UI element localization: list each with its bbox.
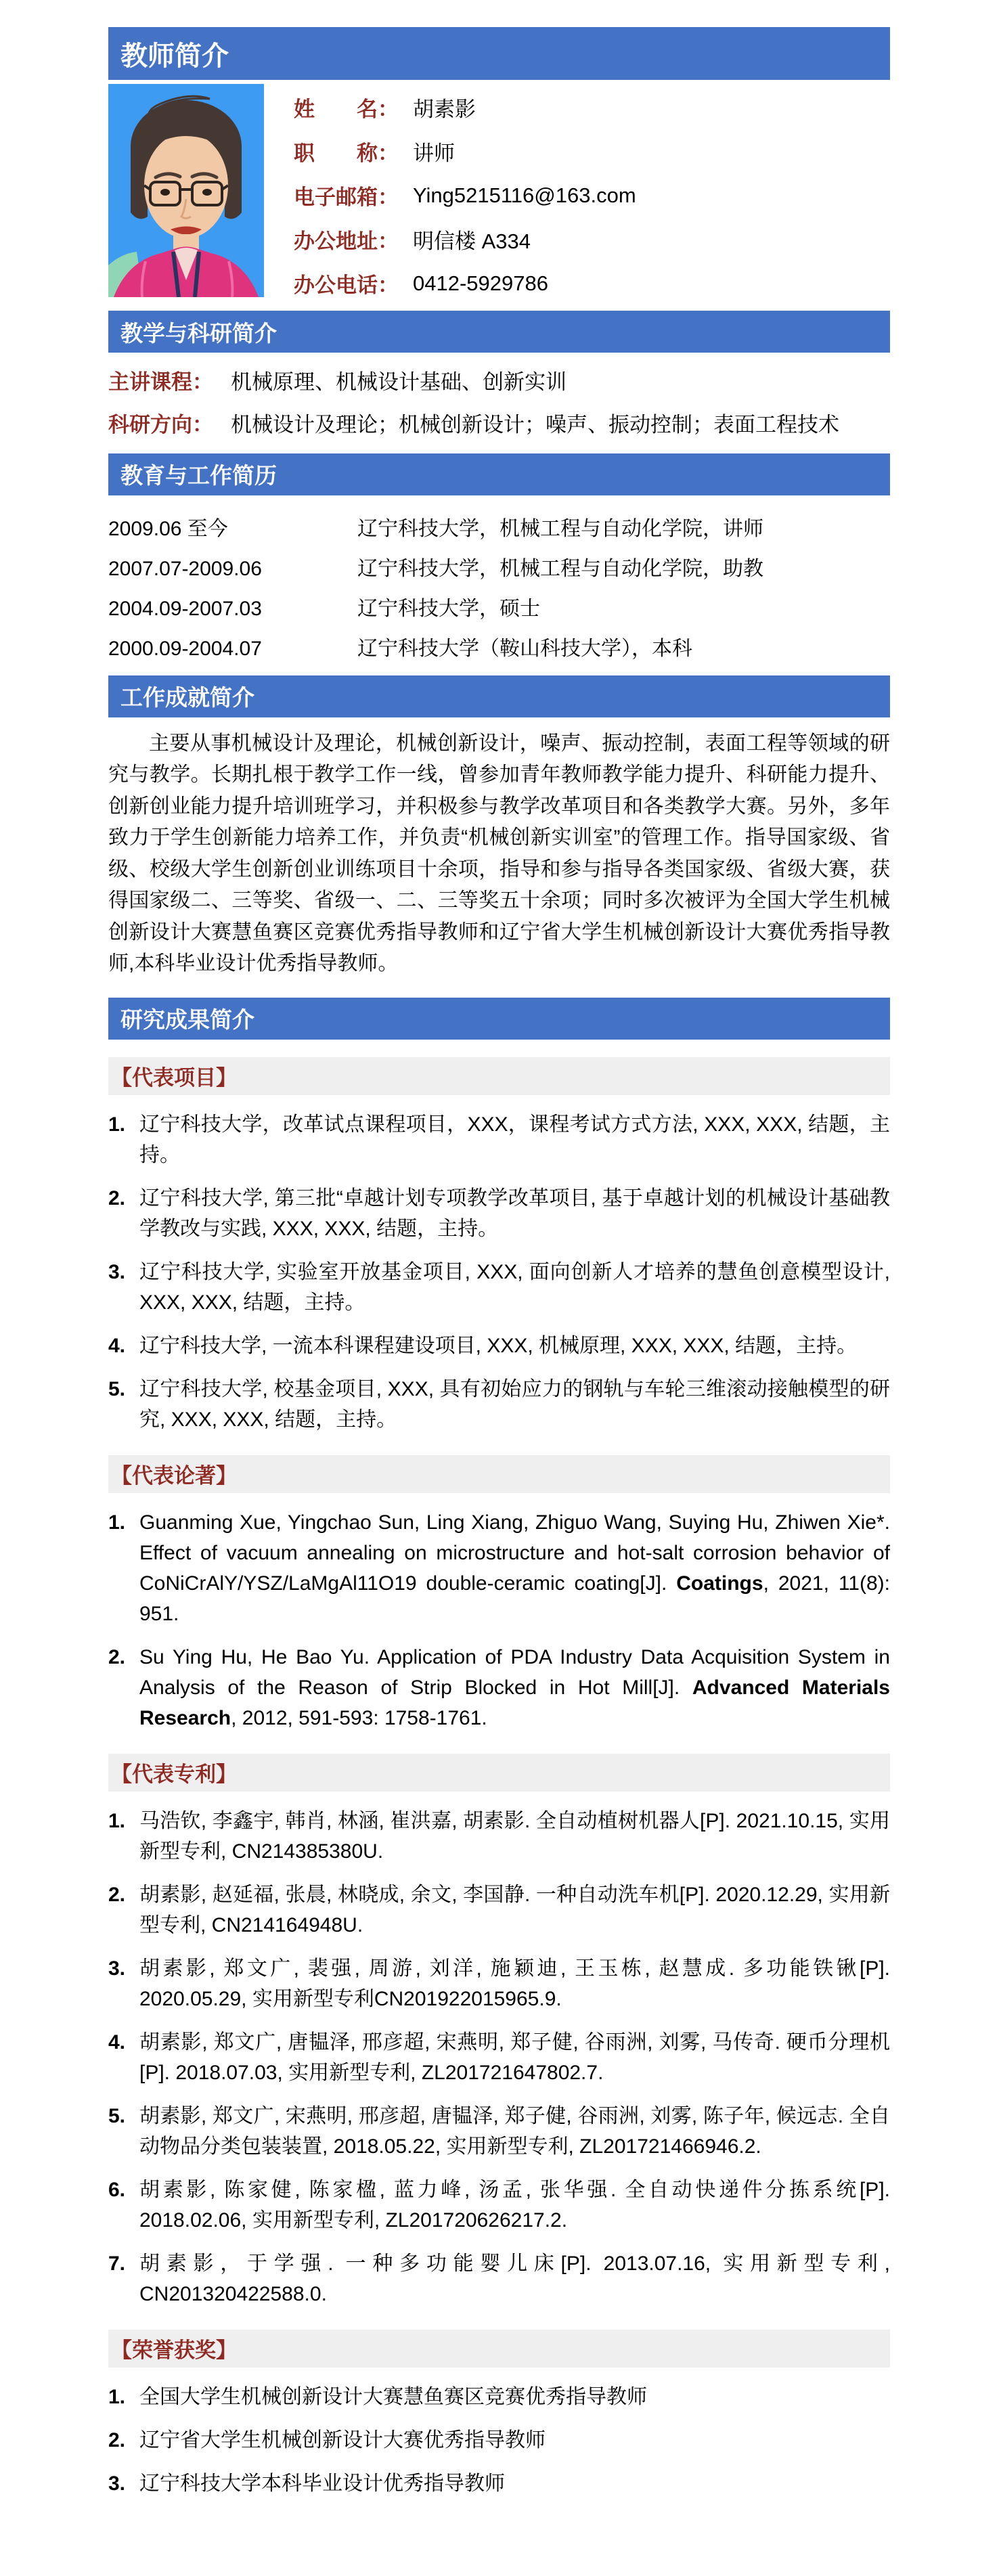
list-item-number: 4. — [108, 2030, 126, 2053]
text-segment: 胡素影, 郑文广, 裴强, 周游, 刘洋, 施颖迪, 王玉栋, 赵慧成. 多功能铁锹[P]. 2020.05.29, 实用新型专利CN201922015965.9. — [139, 1957, 890, 2010]
profile-field-row — [294, 85, 636, 129]
banner-work-achievement-title: 工作成就简介 — [120, 685, 254, 711]
profile-field-label: 办公电话： — [294, 273, 399, 297]
list-item-number: 7. — [108, 2252, 126, 2275]
list-item-number: 6. — [108, 2178, 126, 2201]
banner-research-results — [108, 998, 890, 1040]
projects-item — [108, 1257, 890, 1318]
profile-field-label: 办公地址： — [294, 229, 399, 253]
education-row — [108, 595, 890, 623]
patents-item — [108, 2101, 890, 2162]
list-item-text — [139, 1806, 890, 1867]
profile-field-row — [294, 261, 636, 305]
list-item-number: 2. — [108, 1186, 126, 1209]
projects-item — [108, 1109, 890, 1170]
projects-item — [108, 1374, 890, 1435]
section-heading-publications — [108, 1455, 890, 1493]
text-segment: 辽宁科技大学本科毕业设计优秀指导教师 — [139, 2472, 505, 2495]
list-item-text — [139, 1331, 890, 1361]
patents-item — [108, 2248, 890, 2309]
teaching-row-label: 科研方向： — [108, 413, 213, 437]
journal-name: Advanced Materials Research — [139, 1676, 890, 1729]
text-segment: 胡素影, 郑文广, 宋燕明, 邢彦超, 唐韫泽, 郑子健, 谷雨洲, 刘雾, 陈子年, 候远志. 全自动物品分类包装装置, 2018.05.22, 实用新型专利, ZL201721466946.2. — [139, 2104, 890, 2158]
work-achievement-paragraph: 主要从事机械设计及理论，机械创新设计，噪声、振动控制，表面工程等领域的研究与教学。长期扎根于教学工作一线，曾参加青年教师教学能力提升、科研能力提升、创新创业能力提升培训班学习，并积极参与教学改革项目和各类教学大赛。另外，多年致力于学生创新能力培养工作，并负责“机械创新实训室”的管理工作。指导国家级、省级、校级大学生创新创业训练项目十余项，指导和参与指导各类国家级、省级大赛，获得国家级二、三等奖、省级一、二、三等奖五十余项；同时多次被评为全国大学生机械创新设计大赛慧鱼赛区竞赛优秀指导教师和辽宁省大学生机械创新设计大赛优秀指导教师,本科毕业设计优秀指导教师。 — [108, 732, 890, 975]
text-segment: 胡素影, 赵延福, 张晨, 林晓成, 余文, 李国静. 一种自动洗车机[P]. 2020.12.29, 实用新型专利, CN214164948U. — [139, 1883, 890, 1936]
text-segment: 胡素影, 郑文广, 唐韫泽, 邢彦超, 宋燕明, 郑子健, 谷雨洲, 刘雾, 马传奇. 硬币分理机[P]. 2018.07.03, 实用新型专利, ZL201721647802.7. — [139, 2030, 890, 2084]
text-segment: , 2012, 591-593: 1758-1761. — [231, 1706, 487, 1729]
profile-field-row — [294, 129, 636, 173]
text-segment: 辽宁科技大学, 实验室开放基金项目, XXX, 面向创新人才培养的慧鱼创意模型设计, XXX, XXX, 结题，主持。 — [139, 1260, 890, 1314]
text-segment: 辽宁科技大学, 一流本科课程建设项目, XXX, 机械原理, XXX, XXX, 结题，主持。 — [139, 1334, 858, 1357]
list-item-text — [139, 2382, 890, 2412]
list-item-number: 3. — [108, 1260, 126, 1283]
teaching-row-label: 主讲课程： — [108, 370, 213, 394]
banner-teaching-research-title: 教学与科研简介 — [120, 320, 277, 346]
list-item-text — [139, 2425, 890, 2456]
list-item-text — [139, 1374, 890, 1435]
profile-field-row — [294, 217, 636, 261]
projects-item — [108, 1183, 890, 1244]
honors-item — [108, 2382, 890, 2412]
teaching-research-block — [108, 353, 890, 453]
profile-field-value: 胡素影 — [413, 97, 476, 121]
patents-item — [108, 2175, 890, 2236]
list-item-number: 5. — [108, 1377, 126, 1400]
list-projects — [108, 1095, 890, 1438]
patents-item — [108, 1806, 890, 1867]
profile-field-value: Ying5215116@163.com — [413, 183, 636, 207]
banner-teacher-profile — [108, 27, 890, 80]
profile-field-label: 电子邮箱： — [294, 185, 399, 209]
text-segment: 全国大学生机械创新设计大赛慧鱼赛区竞赛优秀指导教师 — [139, 2385, 647, 2408]
profile-field-row — [294, 173, 636, 217]
list-patents — [108, 1792, 890, 2312]
education-detail: 辽宁科技大学，机械工程与自动化学院，助教 — [357, 557, 763, 580]
profile-field-value: 讲师 — [413, 141, 455, 165]
list-item-text — [139, 2101, 890, 2162]
section-heading-text-patents: 【代表专利】 — [111, 1762, 237, 1787]
list-honors — [108, 2368, 890, 2502]
list-item-number: 3. — [108, 1957, 126, 1980]
list-item-text — [139, 1880, 890, 1940]
profile-field-label: 职 称： — [294, 141, 399, 165]
teaching-row-value: 机械设计及理论；机械创新设计；噪声、振动控制；表面工程技术 — [231, 413, 839, 437]
list-item-number: 1. — [108, 1809, 126, 1832]
education-detail: 辽宁科技大学，硕士 — [357, 597, 540, 620]
text-segment: 辽宁科技大学, 校基金项目, XXX, 具有初始应力的钢轨与车轮三维滚动接触模型的研究, XXX, XXX, 结题，主持。 — [139, 1377, 890, 1431]
list-publications — [108, 1493, 890, 1736]
list-item-number: 5. — [108, 2104, 126, 2127]
banner-research-results-title: 研究成果简介 — [120, 1007, 254, 1033]
list-item-number: 3. — [108, 2472, 126, 2495]
education-row — [108, 635, 890, 663]
list-item-text — [139, 1183, 890, 1244]
list-item-text — [139, 2027, 890, 2088]
list-item-text — [139, 1953, 890, 2014]
list-item-number: 1. — [108, 2385, 126, 2408]
profile-fields — [294, 84, 636, 305]
text-segment: Guanming Xue, Yingchao Sun, Ling Xiang, Zhiguo Wang, Suying Hu, Zhiwen Xie*. Effect of vacuum annealing on microstructure and hot-salt corrosion behavior of CoNiCrAlY/YSZ/LaMgAl11O19 double-ceramic coating[J]. — [139, 1511, 890, 1595]
section-heading-patents — [108, 1754, 890, 1792]
education-detail: 辽宁科技大学（鞍山科技大学），本科 — [357, 637, 692, 660]
text-segment: 辽宁科技大学，改革试点课程项目，XXX，课程考试方式方法, XXX, XXX, 结题，主持。 — [139, 1113, 890, 1166]
list-item-number: 1. — [108, 1113, 126, 1136]
list-item-text — [139, 1507, 890, 1629]
patents-item — [108, 1880, 890, 1940]
list-item-text — [139, 2468, 890, 2499]
text-segment: , 2021, 11(8): 951. — [139, 1572, 890, 1625]
list-item-text — [139, 1257, 890, 1318]
text-segment: 胡素影, 陈家健, 陈家楹, 蓝力峰, 汤孟, 张华强. 全自动快递件分拣系统[P]. 2018.02.06, 实用新型专利, ZL201720626217.2. — [139, 2178, 890, 2231]
honors-item — [108, 2425, 890, 2456]
profile-block — [108, 84, 890, 305]
list-item-number: 2. — [108, 1645, 126, 1668]
education-period: 2007.07-2009.06 — [108, 557, 262, 580]
list-item-number: 4. — [108, 1334, 126, 1357]
banner-teaching-research — [108, 311, 890, 353]
publications-item — [108, 1507, 890, 1629]
section-heading-text-honors: 【荣誉获奖】 — [111, 2338, 237, 2363]
teacher-photo — [108, 84, 264, 297]
text-segment: Su Ying Hu, He Bao Yu. Application of PDA Industry Data Acquisition System in Analysis of the Reason of Strip Blocked in Hot Mill[J]. — [139, 1645, 890, 1699]
text-segment: 辽宁科技大学, 第三批“卓越计划专项教学改革项目, 基于卓越计划的机械设计基础教学教改与实践, XXX, XXX, 结题，主持。 — [139, 1186, 890, 1240]
list-item-number: 2. — [108, 1883, 126, 1906]
section-heading-projects — [108, 1057, 890, 1095]
banner-education-history — [108, 453, 890, 495]
education-detail: 辽宁科技大学，机械工程与自动化学院，讲师 — [357, 517, 763, 540]
list-item-number: 2. — [108, 2428, 126, 2451]
patents-item — [108, 1953, 890, 2014]
section-heading-text-publications: 【代表论著】 — [111, 1464, 237, 1488]
profile-field-value: 0412-5929786 — [413, 271, 548, 295]
profile-field-label: 姓 名： — [294, 97, 399, 121]
banner-work-achievement — [108, 675, 890, 717]
teaching-row — [108, 368, 890, 397]
section-heading-text-projects: 【代表项目】 — [111, 1066, 237, 1090]
text-segment: 胡素影，于学强. 一种多功能婴儿床[P]. 2013.07.16, 实用新型专利, CN201320422588.0. — [139, 2252, 890, 2305]
list-item-text — [139, 1109, 890, 1170]
banner-teacher-profile-title: 教师简介 — [120, 41, 229, 71]
text-segment: 马浩钦, 李鑫宇, 韩肖, 林涵, 崔洪嘉, 胡素影. 全自动植树机器人[P]. 2021.10.15, 实用新型专利, CN214385380U. — [139, 1809, 890, 1863]
teaching-row — [108, 410, 890, 439]
section-heading-honors — [108, 2330, 890, 2368]
projects-item — [108, 1331, 890, 1361]
education-period: 2000.09-2004.07 — [108, 637, 262, 660]
research-results-block — [108, 1057, 890, 2502]
education-row — [108, 555, 890, 583]
list-item-text — [139, 1642, 890, 1733]
education-row — [108, 515, 890, 543]
text-segment: 辽宁省大学生机械创新设计大赛优秀指导教师 — [139, 2428, 546, 2451]
education-period: 2009.06 至今 — [108, 517, 228, 540]
honors-item — [108, 2468, 890, 2499]
education-period: 2004.09-2007.03 — [108, 597, 262, 620]
education-history-block — [108, 495, 890, 675]
banner-education-history-title: 教育与工作简历 — [120, 463, 277, 489]
list-item-text — [139, 2175, 890, 2236]
publications-item — [108, 1642, 890, 1733]
teacher-photo-image — [108, 84, 264, 297]
patents-item — [108, 2027, 890, 2088]
teaching-row-value: 机械原理、机械设计基础、创新实训 — [231, 370, 567, 394]
list-item-text — [139, 2248, 890, 2309]
profile-field-value: 明信楼 A334 — [413, 229, 531, 253]
journal-name: Coatings — [676, 1572, 763, 1595]
list-item-number: 1. — [108, 1511, 126, 1534]
